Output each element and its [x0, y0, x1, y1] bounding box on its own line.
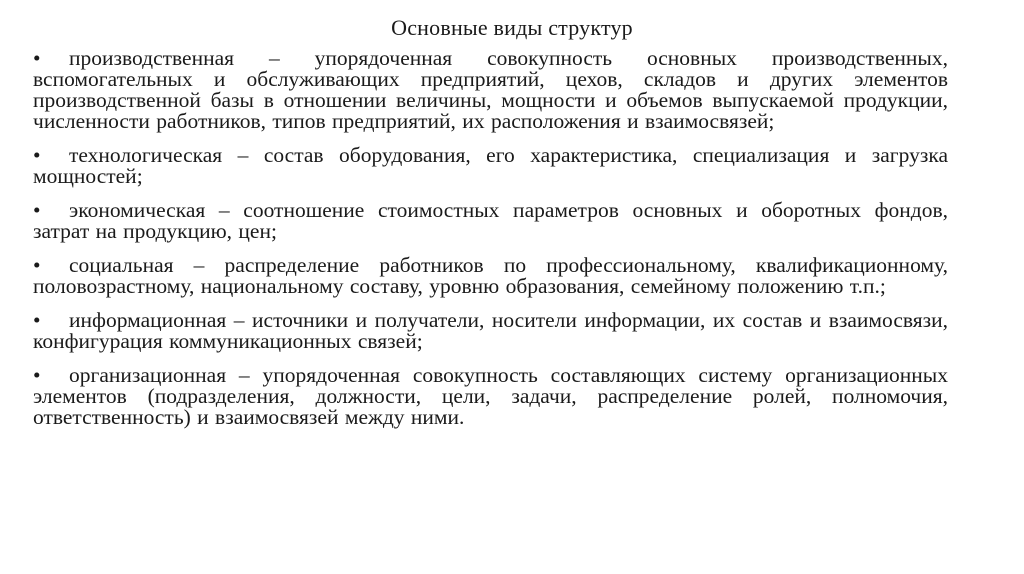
list-item-text: экономическая – соотношение стоимостных параметров основных и оборотных фондов, затрат на продукцию, цен;: [33, 198, 948, 243]
bullet-icon: •: [33, 143, 41, 167]
bullet-icon: •: [33, 198, 41, 222]
list-item-economic: [33, 200, 948, 242]
list-item-organizational: [33, 365, 948, 428]
bullet-icon: •: [33, 363, 41, 387]
list-item-text: производственная – упорядоченная совокупность основных производственных, вспомогательных и обслуживающих предприятий, цехов, складов и других элементов производственной базы в отношении величины, мощности и объемов выпускаемой продукции, численности работников, типов предприятий, их расположения и взаимосвязей;: [33, 46, 948, 133]
list-item-text: социальная – распределение работников по профессиональному, квалификационному, половозрастному, национальному составу, уровню образования, семейному положению т.п.;: [33, 253, 948, 298]
list-item-text: информационная – источники и получатели, носители информации, их состав и взаимосвязи, конфигурация коммуникационных связей;: [33, 308, 948, 353]
list-item-text: организационная – упорядоченная совокупность составляющих систему организационных элементов (подразделения, должности, цели, задачи, распределение ролей, полномочия, ответственность) и взаимосвязей между ними.: [33, 363, 948, 429]
bullet-icon: •: [33, 46, 41, 70]
slide-title: Основные виды структур: [391, 15, 633, 40]
list-item-social: [33, 255, 948, 297]
bullet-icon: •: [33, 253, 41, 277]
bullet-icon: •: [33, 308, 41, 332]
list-item-informational: [33, 310, 948, 352]
structure-types-list: [33, 48, 948, 441]
list-item-production: [33, 48, 948, 132]
list-item-text: технологическая – состав оборудования, его характеристика, специализация и загрузка мощностей;: [33, 143, 948, 188]
list-item-technological: [33, 145, 948, 187]
